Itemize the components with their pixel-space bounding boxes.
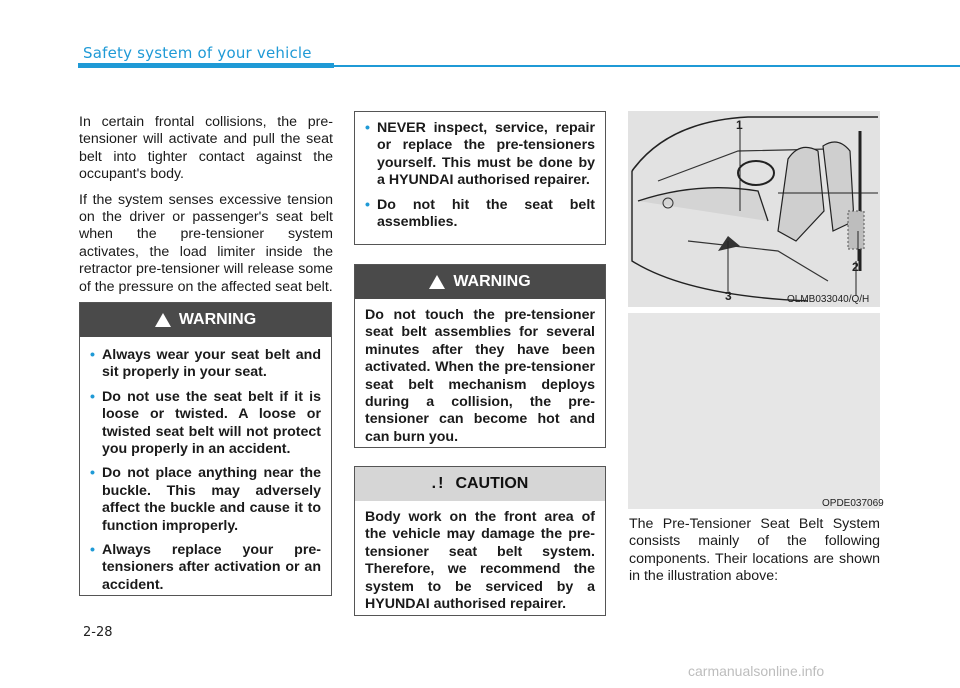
list-item: • Do not hit the seat belt assemblies.: [365, 197, 595, 232]
paragraph: The Pre-Tensioner Seat Belt System consists mainly of the following components. Their locations are shown in the illustration above:: [629, 516, 880, 585]
intro-text: [79, 114, 333, 304]
callout-2: 2: [852, 260, 859, 274]
list-item: • Always wear your seat belt and sit properly in your seat.: [90, 347, 321, 382]
warning-title: WARNING: [453, 273, 531, 290]
paragraph: If the system senses excessive tension on the driver or passenger's seat belt when the pre-tensioner system activates, the load limiter inside the retractor pre-tensioner will release some of the pressure on the affected seat belt.: [79, 191, 333, 295]
caution-title: CAUTION: [455, 475, 529, 492]
caution-box: [354, 466, 606, 616]
list-item: • NEVER inspect, service, repair or replace the pre-tensioners yourself. This must be done by a HYUNDAI authorised repairer.: [365, 120, 595, 190]
watermark: carmanualsonline.info: [688, 663, 825, 679]
warning-box: [354, 264, 606, 448]
component-illustration: [628, 313, 880, 509]
figure-code: OLMB033040/Q/H: [787, 294, 870, 305]
caution-header: [355, 467, 605, 501]
list-item: • Always replace your pre-tensioners after activation or an accident.: [90, 542, 321, 594]
callout-1: 1: [736, 118, 743, 132]
callout-3: 3: [725, 289, 732, 303]
warning-title: WARNING: [178, 311, 257, 328]
warning-triangle-icon: [155, 313, 171, 327]
description-text: [629, 516, 880, 594]
warning-continued-box: [354, 111, 606, 245]
header-rule-accent: [78, 63, 334, 68]
warning-header: [80, 303, 331, 337]
paragraph: In certain frontal collisions, the pre-tensioner will activate and pull the seat belt into tighter contact against the occupant's body.: [79, 114, 333, 183]
car-interior-illustration: [628, 111, 880, 307]
caution-text: Body work on the front area of the vehicle may damage the pre-tensioner seat belt system. Therefore, we recommend the system to be serviced by a HYUNDAI authorised repairer.: [365, 509, 595, 613]
figure-code: OPDE037069: [822, 498, 884, 509]
section-title: Safety system of your vehicle: [83, 44, 312, 62]
exclamation-icon: .!: [431, 475, 446, 492]
header-rule: [334, 65, 960, 67]
page-number: 2-28: [83, 625, 113, 640]
list-item: • Do not use the seat belt if it is loose or twisted. A loose or twisted seat belt will not protect you properly in an accident.: [90, 389, 321, 459]
seat-belt-diagram: [628, 111, 880, 307]
warning-text: Do not touch the pre-tensioner seat belt assemblies for several minutes after they have been activated. When the pre-tensioner seat belt mechanism deploys during a collision, the pre-tensioner can become hot and can burn you.: [365, 307, 595, 445]
list-item: • Do not place anything near the buckle. This may adversely affect the buckle and cause it to function improperly.: [90, 465, 321, 535]
warning-header: [355, 265, 605, 299]
warning-box: [79, 302, 332, 596]
warning-triangle-icon: [429, 275, 445, 289]
